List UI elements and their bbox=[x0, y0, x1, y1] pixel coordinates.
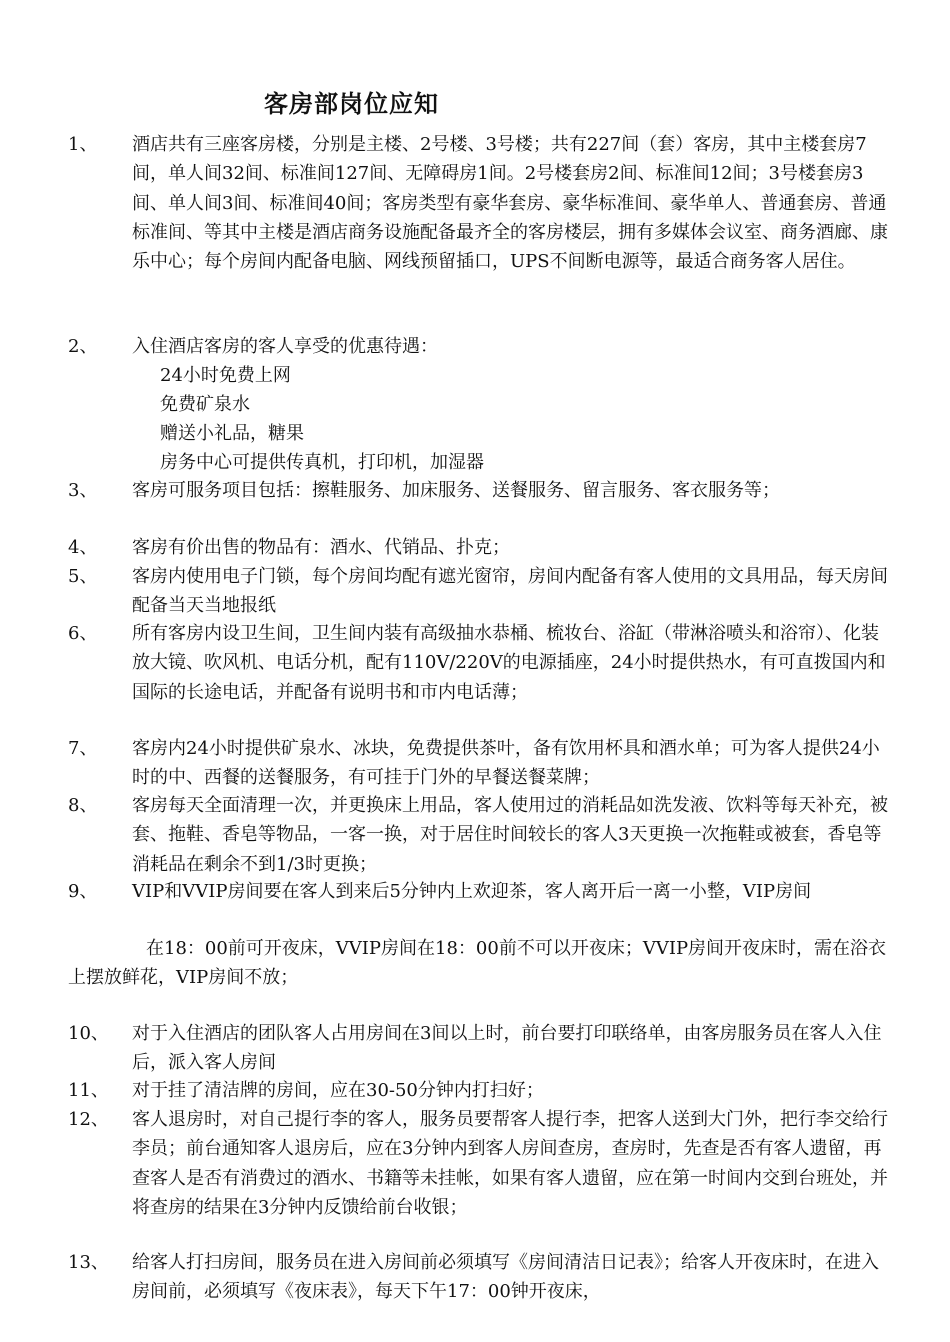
item-text: 客房每天全面清理一次，并更换床上用品，客人使用过的消耗品如洗发液、饮料等每天补充，被套、拖鞋、香皂等物品，一客一换，对于居住时间较长的客人3天更换一次拖鞋或被套，香皂等消耗品在剩余不到1/3时更换； bbox=[132, 795, 888, 875]
item-number: 9、 bbox=[68, 881, 98, 902]
item-number: 5、 bbox=[68, 566, 98, 587]
benefit-item: 免费矿泉水 bbox=[160, 394, 250, 415]
benefit-item: 房务中心可提供传真机，打印机，加湿器 bbox=[160, 452, 484, 473]
item-text: 酒店共有三座客房楼，分别是主楼、2号楼、3号楼；共有227间（套）客房，其中主楼套房7间，单人间32间、标准间127间、无障碍房1间。2号楼套房2间、标准间12间；3号楼套房3间、单人间3间、标准间40间；客房类型有豪华套房、豪华标准间、豪华单人、普通套房、普通标准间、等其中主楼是酒店商务设施配备最齐全的客房楼层，拥有多媒体会议室、商务酒廊、康乐中心；每个房间内配备电脑、网线预留插口，UPS不间断电源等，最适合商务客人居住。 bbox=[132, 134, 888, 273]
item-number: 4、 bbox=[68, 537, 98, 558]
item-text: 对于入住酒店的团队客人占用房间在3间以上时，前台要打印联络单，由客房服务员在客人入住后，派入客人房间 bbox=[132, 1023, 882, 1074]
item-continuation-text: 在18：00前可开夜床，VVIP房间在18：00前不可以开夜床；VVIP房间开夜床时，需在浴衣上摆放鲜花，VIP房间不放； bbox=[68, 938, 887, 989]
item-number: 8、 bbox=[68, 795, 98, 816]
item-number: 1、 bbox=[68, 134, 98, 155]
item-number: 3、 bbox=[68, 480, 98, 501]
item-text: 客房内使用电子门锁，每个房间均配有遮光窗帘，房间内配备有客人使用的文具用品，每天房间配备当天当地报纸 bbox=[132, 566, 888, 617]
item-number: 2、 bbox=[68, 336, 98, 357]
item-number: 13、 bbox=[68, 1252, 109, 1273]
benefit-item: 赠送小礼品，糖果 bbox=[160, 423, 304, 444]
benefit-item: 24小时免费上网 bbox=[160, 365, 291, 386]
item-text: VIP和VVIP房间要在客人到来后5分钟内上欢迎茶，客人离开后一离一小整，VIP房间 bbox=[132, 881, 812, 902]
item-number: 12、 bbox=[68, 1109, 109, 1130]
item-text: 客房有价出售的物品有：酒水、代销品、扑克； bbox=[132, 537, 510, 558]
item-text: 客房可服务项目包括：擦鞋服务、加床服务、送餐服务、留言服务、客衣服务等； bbox=[132, 480, 780, 501]
item-text: 客人退房时，对自己提行李的客人，服务员要帮客人提行李，把客人送到大门外，把行李交给行李员；前台通知客人退房后，应在3分钟内到客人房间查房，查房时，先查是否有客人遗留，再查客人是否有消费过的酒水、书籍等未挂帐，如果有客人遗留，应在第一时间内交到台班处，并将查房的结果在3分钟内反馈给前台收银； bbox=[132, 1109, 888, 1218]
item-text: 对于挂了清洁牌的房间，应在30-50分钟内打扫好； bbox=[132, 1080, 544, 1101]
item-number: 6、 bbox=[68, 623, 98, 644]
item-text: 给客人打扫房间，服务员在进入房间前必须填写《房间清洁日记表》；给客人开夜床时，在进入房间前，必须填写《夜床表》，每天下午17：00钟开夜床， bbox=[132, 1252, 879, 1303]
item-number: 11、 bbox=[68, 1080, 109, 1101]
item-text: 客房内24小时提供矿泉水、冰块，免费提供茶叶，备有饮用杯具和酒水单；可为客人提供24小时的中、西餐的送餐服务，有可挂于门外的早餐送餐菜牌； bbox=[132, 738, 880, 789]
item-text: 所有客房内设卫生间，卫生间内装有高级抽水恭桶、梳妆台、浴缸（带淋浴喷头和浴帘）、化装放大镜、吹风机、电话分机，配有110V/220V的电源插座，24小时提供热水，有可直拨国内和国际的长途电话，并配备有说明书和市内电话薄； bbox=[132, 623, 886, 703]
item-number: 7、 bbox=[68, 738, 98, 759]
page-title: 客房部岗位应知 bbox=[264, 90, 439, 118]
item-number: 10、 bbox=[68, 1023, 109, 1044]
item-text: 入住酒店客房的客人享受的优惠待遇： bbox=[132, 336, 438, 357]
